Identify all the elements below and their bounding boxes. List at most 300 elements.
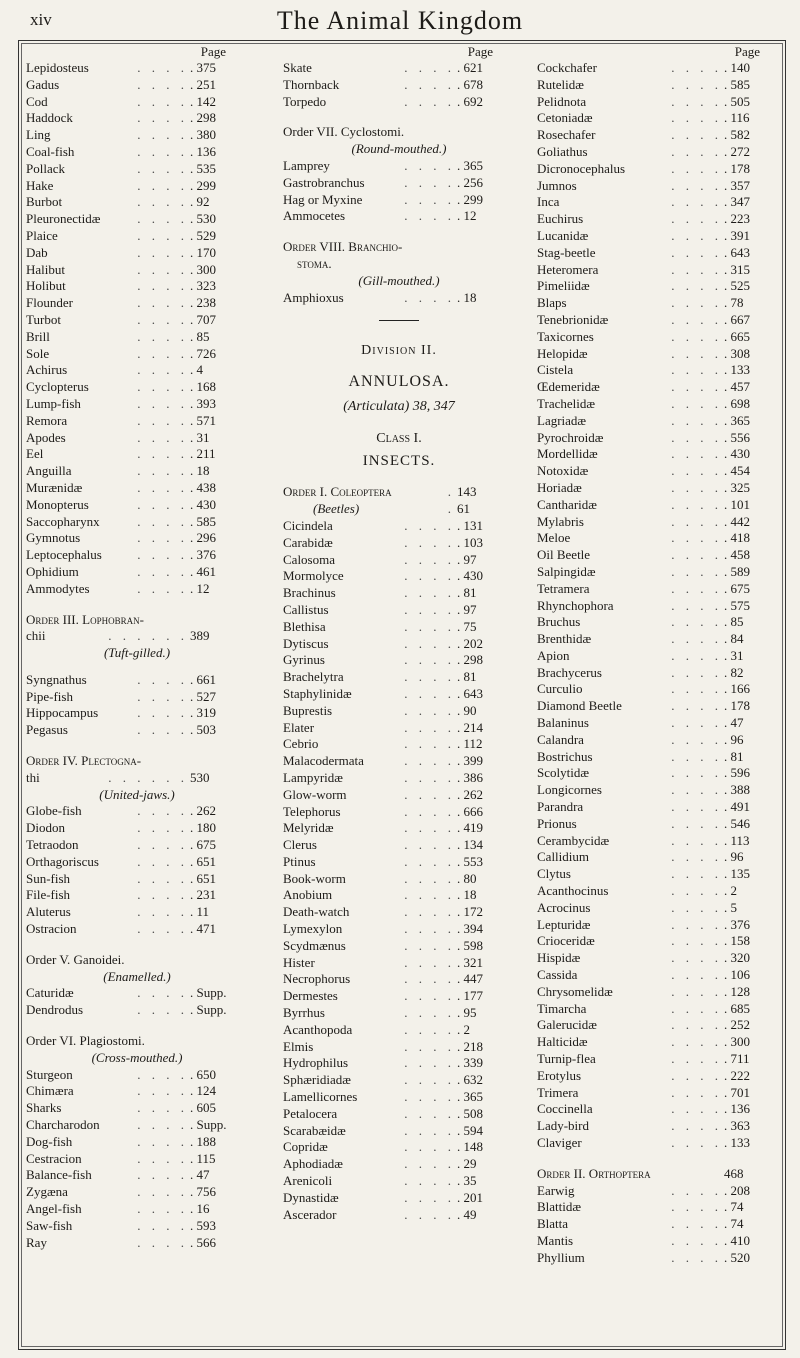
index-entry: Syngnathus . . . . . 661 — [26, 672, 248, 689]
index-entry: Thornback . . . . . 678 — [283, 77, 515, 94]
index-column-1 — [26, 44, 248, 1251]
entry-name: Diamond Beetle — [537, 698, 622, 714]
entry-name: Scolytidæ — [537, 765, 590, 781]
index-entry: Oil Beetle . . . . . 458 — [537, 547, 782, 564]
entry-name: Ray — [26, 1234, 47, 1250]
index-entry: Monopterus . . . . . 430 — [26, 497, 248, 514]
entry-name: Inca — [537, 194, 560, 210]
entry-page: . Supp. — [190, 985, 227, 1001]
index-entry: Timarcha . . . . . 685 — [537, 1001, 782, 1018]
index-entry: Anguilla . . . . . 18 — [26, 463, 248, 480]
entry-page: . 571 — [190, 412, 216, 428]
entry-page: . 133 — [724, 362, 750, 378]
entry-name: Remora — [26, 412, 68, 428]
index-entry: Meloe . . . . . 418 — [537, 530, 782, 547]
order-heading: Order VIII. Branchio- stoma. — [283, 239, 403, 271]
entry-name: Coal-fish — [26, 143, 75, 159]
order-heading: Order III. Lophobran- chii . . . . . . 389 — [26, 611, 210, 644]
entry-page: . 756 — [190, 1184, 216, 1200]
entry-page: . 101 — [724, 496, 750, 512]
entry-name: Calosoma — [283, 551, 335, 567]
entry-page: . 47 — [724, 715, 744, 731]
entry-page: . 520 — [724, 1249, 750, 1265]
entry-name: Angel-fish — [26, 1201, 82, 1216]
entry-page: . 29 — [457, 1156, 477, 1172]
page-number: xiv — [30, 10, 52, 29]
entry-page: . 527 — [190, 688, 216, 704]
page-header — [0, 4, 800, 44]
entry-page: . 357 — [724, 177, 750, 193]
index-entry: Ostracion . . . . . 471 — [26, 921, 248, 938]
index-entry: Anobium . . . . . 18 — [283, 887, 515, 904]
entry-page: . 97 — [457, 551, 477, 567]
entry-list — [537, 60, 782, 1152]
order-subtitle: (Round-mouthed.) — [351, 141, 447, 157]
index-entry: Pipe-fish . . . . . 527 — [26, 689, 248, 706]
index-entry: Rosechafer . . . . . 582 — [537, 127, 782, 144]
index-entry: Lamellicornes . . . . . 365 — [283, 1089, 515, 1106]
entry-name: Cetoniadæ — [537, 110, 593, 126]
index-entry: Dog-fish . . . . . 188 — [26, 1134, 248, 1151]
index-entry: Lampyridæ . . . . . 386 — [283, 770, 515, 787]
entry-page: . 202 — [457, 635, 483, 651]
entry-page: . 252 — [724, 1017, 750, 1033]
entry-page: . 12 — [190, 580, 210, 596]
entry-page: . 75 — [457, 618, 477, 634]
index-entry: Crioceridæ . . . . . 158 — [537, 933, 782, 950]
entry-name: Saw-fish — [26, 1217, 73, 1233]
entry-page: . 201 — [457, 1189, 483, 1205]
entry-page: . 393 — [190, 395, 216, 411]
entry-name: Rosechafer — [537, 127, 596, 143]
index-entry: Pyrochroidæ . . . . . 556 — [537, 430, 782, 447]
entry-page: . 148 — [457, 1139, 483, 1155]
entry-name: Turnip-flea — [537, 1051, 596, 1067]
index-entry: Lagriadæ . . . . . 365 — [537, 413, 782, 430]
entry-list — [26, 60, 248, 598]
entry-page: . Supp. — [190, 1002, 227, 1018]
order-heading: Order IV. Plectogna- thi . . . . . . 530 — [26, 753, 210, 785]
entry-page: . 726 — [190, 345, 216, 361]
entry-list — [26, 1067, 248, 1252]
entry-page: . 300 — [190, 261, 216, 277]
index-entry: Melyridæ . . . . . 419 — [283, 820, 515, 837]
entry-name: Chrysomelidæ — [537, 983, 613, 999]
index-entry: Apion . . . . . 31 — [537, 648, 782, 665]
entry-page: . 461 — [190, 563, 216, 579]
entry-name: Mylabris — [537, 513, 584, 529]
index-entry: Acrocinus . . . . . 5 — [537, 900, 782, 917]
entry-page: . 298 — [457, 652, 483, 668]
entry-page: . 529 — [190, 227, 216, 243]
entry-name: Syngnathus — [26, 671, 87, 687]
entry-page: . 238 — [190, 295, 216, 311]
index-entry: Brachelytra . . . . . 81 — [283, 669, 515, 686]
entry-page: . 643 — [457, 685, 483, 701]
entry-name: Aphodiadæ — [283, 1156, 343, 1172]
index-entry: Tetramera . . . . . 675 — [537, 581, 782, 598]
entry-page: . 16 — [190, 1201, 210, 1216]
entry-page: . 96 — [724, 849, 744, 865]
index-entry: Tenebrionidæ . . . . . 667 — [537, 312, 782, 329]
entry-page: . 321 — [457, 954, 483, 970]
entry-page: . 113 — [724, 832, 750, 848]
entry-name: Cockchafer — [537, 60, 597, 75]
index-entry: Pegasus . . . . . 503 — [26, 722, 248, 739]
entry-name: Timarcha — [537, 1000, 587, 1016]
entry-list — [283, 158, 515, 225]
entry-page: . 80 — [457, 870, 477, 886]
entry-name: Staphylinidæ — [283, 685, 352, 701]
entry-page: . 172 — [457, 904, 483, 920]
entry-page: . 18 — [457, 289, 477, 305]
entry-page: . 585 — [190, 513, 216, 529]
entry-name: Cassida — [537, 967, 578, 983]
entry-page: . 535 — [190, 160, 216, 176]
index-entry: Buprestis . . . . . 90 — [283, 703, 515, 720]
index-entry: Euchirus . . . . . 223 — [537, 211, 782, 228]
entry-name: Dermestes — [283, 988, 338, 1004]
entry-name: Stag-beetle — [537, 244, 596, 260]
index-entry: Cassida . . . . . 106 — [537, 967, 782, 984]
entry-name: Helopidæ — [537, 345, 588, 361]
entry-name: Dendrodus — [26, 1002, 84, 1018]
index-entry: Sun-fish . . . . . 651 — [26, 871, 248, 888]
entry-page: . 81 — [457, 669, 477, 685]
index-entry: Saw-fish . . . . . 593 — [26, 1218, 248, 1235]
index-entry: Pollack . . . . . 535 — [26, 161, 248, 178]
index-entry: Brachycerus . . . . . 82 — [537, 665, 782, 682]
entry-name: Apodes — [26, 429, 66, 445]
entry-name: Calandra — [537, 731, 584, 747]
index-entry: Chimæra . . . . . 124 — [26, 1083, 248, 1100]
entry-name: Rutelidæ — [537, 76, 584, 92]
index-entry: Remora . . . . . 571 — [26, 413, 248, 430]
entry-page: . 320 — [724, 950, 750, 966]
entry-page: . 299 — [190, 177, 216, 193]
entry-name: Achirus — [26, 362, 68, 378]
index-entry: Halticidæ . . . . . 300 — [537, 1034, 782, 1051]
entry-page: . 430 — [457, 568, 483, 584]
index-entry: Ptinus . . . . . 553 — [283, 854, 515, 871]
entry-page: . 546 — [724, 815, 750, 831]
entry-name: Clerus — [283, 837, 317, 853]
entry-name: Charcharodon — [26, 1117, 100, 1133]
entry-page: . 96 — [724, 731, 744, 747]
entry-page: . 418 — [724, 530, 750, 546]
entry-name: Byrrhus — [283, 1005, 325, 1021]
entry-page: . 447 — [457, 971, 483, 987]
index-entry: Cyclopterus . . . . . 168 — [26, 379, 248, 396]
entry-page: . 211 — [190, 446, 216, 462]
index-entry: Haddock . . . . . 298 — [26, 110, 248, 127]
entry-page: . 5 — [724, 899, 737, 915]
entry-name: Ammodytes — [26, 580, 90, 596]
index-entry: Hag or Myxine . . . . . 299 — [283, 192, 515, 209]
entry-page: . 296 — [190, 530, 216, 546]
entry-name: Orthagoriscus — [26, 853, 99, 869]
index-entry: Mylabris . . . . . 442 — [537, 514, 782, 531]
entry-name: Claviger — [537, 1135, 582, 1150]
entry-name: Crioceridæ — [537, 933, 595, 949]
index-entry: Scydmænus . . . . . 598 — [283, 938, 515, 955]
index-entry: Necrophorus . . . . . 447 — [283, 971, 515, 988]
index-entry: Sturgeon . . . . . 650 — [26, 1067, 248, 1084]
entry-name: Gymnotus — [26, 530, 81, 546]
index-entry: Dytiscus . . . . . 202 — [283, 636, 515, 653]
entry-name: Diodon — [26, 820, 65, 836]
entry-name: Arenicoli — [283, 1173, 333, 1189]
entry-page: . 508 — [457, 1105, 483, 1121]
index-entry: Byrrhus . . . . . 95 — [283, 1005, 515, 1022]
entry-page: . 124 — [190, 1083, 216, 1099]
index-entry: Burbot . . . . . 92 — [26, 194, 248, 211]
entry-name: Lady-bird — [537, 1118, 589, 1134]
entry-page: . 678 — [457, 76, 483, 92]
index-entry: Eel . . . . . 211 — [26, 446, 248, 463]
entry-page: . 458 — [724, 547, 750, 563]
index-entry: Balance-fish . . . . . 47 — [26, 1167, 248, 1184]
entry-page: . 85 — [190, 328, 210, 344]
entry-name: Sphæridiadæ — [283, 1072, 351, 1088]
entry-name: Lymexylon — [283, 921, 343, 937]
order-heading: Order V. Ganoidei. — [26, 951, 125, 967]
entry-name: Ling — [26, 127, 51, 143]
entry-name: Monopterus — [26, 496, 89, 512]
entry-name: Cestracion — [26, 1150, 82, 1166]
index-entry: Goliathus . . . . . 272 — [537, 144, 782, 161]
entry-name: Goliathus — [537, 143, 588, 159]
entry-page: . 666 — [457, 803, 483, 819]
entry-list — [537, 1183, 782, 1267]
index-entry: Leptocephalus . . . . . 376 — [26, 547, 248, 564]
entry-page: . 388 — [724, 782, 750, 798]
index-entry: Lady-bird . . . . . 363 — [537, 1118, 782, 1135]
entry-name: Salpingidæ — [537, 563, 596, 579]
entry-name: Flounder — [26, 295, 73, 311]
index-entry: Torpedo . . . . . 692 — [283, 94, 515, 111]
index-entry: Coal-fish . . . . . 136 — [26, 144, 248, 161]
entry-name: Amphioxus — [283, 289, 344, 305]
entry-list — [283, 60, 515, 110]
entry-page: . 698 — [724, 395, 750, 411]
entry-page: . 2 — [457, 1021, 470, 1037]
entry-page: . 585 — [724, 76, 750, 92]
entry-name: Cantharidæ — [537, 496, 597, 512]
entry-page: . 92 — [190, 194, 210, 210]
index-entry: Angel-fish . . . . . 16 — [26, 1201, 248, 1218]
index-entry: Œdemeridæ . . . . . 457 — [537, 379, 782, 396]
index-entry: Charcharodon . . . . . Supp. — [26, 1117, 248, 1134]
order-subtitle: (Tuft-gilled.) — [103, 645, 171, 661]
entry-page: . 376 — [190, 547, 216, 563]
entry-name: Erotylus — [537, 1067, 582, 1083]
entry-page: . 84 — [724, 631, 744, 647]
index-entry: Prionus . . . . . 546 — [537, 816, 782, 833]
entry-name: Cebrio — [283, 736, 319, 752]
index-entry: Lucanidæ . . . . . 391 — [537, 228, 782, 245]
entry-page: . 158 — [724, 933, 750, 949]
entry-name: Parandra — [537, 799, 584, 815]
entry-name: Acrocinus — [537, 899, 591, 915]
entry-page: . 376 — [724, 916, 750, 932]
entry-name: Burbot — [26, 194, 63, 210]
division-subtitle: (Articulata) 38, 347 — [343, 399, 455, 415]
index-entry: Balaninus . . . . . 47 — [537, 715, 782, 732]
entry-name: Galerucidæ — [537, 1017, 597, 1033]
index-entry: Lamprey . . . . . 365 — [283, 158, 515, 175]
entry-page: . 178 — [724, 698, 750, 714]
entry-list — [26, 985, 248, 1019]
index-entry: Pelidnota . . . . . 505 — [537, 94, 782, 111]
entry-name: Mormolyce — [283, 568, 344, 584]
index-entry: Hispidæ . . . . . 320 — [537, 950, 782, 967]
entry-name: Lucanidæ — [537, 227, 589, 243]
entry-name: Lump-fish — [26, 395, 81, 411]
entry-name: Torpedo — [283, 93, 327, 109]
entry-name: Skate — [283, 60, 312, 75]
index-entry: Malacodermata . . . . . 399 — [283, 753, 515, 770]
index-entry: Aluterus . . . . . 11 — [26, 904, 248, 921]
entry-name: Lagriadæ — [537, 412, 587, 428]
entry-page: . 375 — [190, 60, 216, 75]
index-entry: Lump-fish . . . . . 393 — [26, 396, 248, 413]
entry-page: . 430 — [190, 496, 216, 512]
entry-page: . 11 — [190, 904, 210, 920]
entry-page: . 166 — [724, 681, 750, 697]
entry-page: . 231 — [190, 887, 216, 903]
entry-name: Sharks — [26, 1100, 62, 1116]
index-entry: Mordellidæ . . . . . 430 — [537, 446, 782, 463]
entry-page: . 454 — [724, 463, 750, 479]
entry-name: Anguilla — [26, 463, 72, 479]
entry-name: Hag or Myxine — [283, 191, 363, 207]
entry-page: . 134 — [457, 837, 483, 853]
entry-page: . 593 — [190, 1217, 216, 1233]
entry-name: Phyllium — [537, 1249, 585, 1265]
entry-name: Holibut — [26, 278, 66, 294]
entry-page: . 594 — [457, 1122, 483, 1138]
entry-name: Curculio — [537, 681, 583, 697]
entry-page: . 692 — [457, 93, 483, 109]
index-entry: Caturidæ . . . . . Supp. — [26, 985, 248, 1002]
entry-page: . 272 — [724, 143, 750, 159]
entry-page: . 131 — [457, 517, 483, 533]
entry-name: Petalocera — [283, 1105, 338, 1121]
index-entry: Chrysomelidæ . . . . . 128 — [537, 984, 782, 1001]
division-heading: Division II. — [361, 343, 437, 359]
entry-name: Œdemeridæ — [537, 379, 600, 395]
entry-name: Saccopharynx — [26, 513, 100, 529]
entry-page: . 90 — [457, 702, 477, 718]
index-entry: Murænidæ . . . . . 438 — [26, 480, 248, 497]
index-entry: Diamond Beetle . . . . . 178 — [537, 698, 782, 715]
index-entry: Copridæ . . . . . 148 — [283, 1139, 515, 1156]
entry-name: Tetraodon — [26, 837, 79, 853]
entry-name: Acanthopoda — [283, 1021, 353, 1037]
index-entry: Phyllium . . . . . 520 — [537, 1250, 782, 1267]
entry-name: Cyclopterus — [26, 379, 89, 395]
entry-name: Scydmænus — [283, 937, 346, 953]
entry-name: Meloe — [537, 530, 571, 546]
entry-name: Dab — [26, 244, 48, 260]
entry-name: Turbot — [26, 311, 61, 327]
index-entry: Dicronocephalus . . . . . 178 — [537, 161, 782, 178]
entry-page: . 430 — [724, 446, 750, 462]
index-entry: Saccopharynx . . . . . 585 — [26, 514, 248, 531]
entry-page: . 85 — [724, 614, 744, 630]
entry-page: . 701 — [724, 1084, 750, 1100]
index-entry: Book-worm . . . . . 80 — [283, 871, 515, 888]
entry-name: Brill — [26, 328, 50, 344]
index-entry: Mormolyce . . . . . 430 — [283, 568, 515, 585]
entry-name: Prionus — [537, 815, 577, 831]
entry-page: . 178 — [724, 160, 750, 176]
entry-name: Coccinella — [537, 1101, 593, 1117]
index-entry: Ling . . . . . 380 — [26, 127, 248, 144]
entry-list — [283, 518, 515, 1223]
index-entry: Elmis . . . . . 218 — [283, 1039, 515, 1056]
index-entry: Ammocetes . . . . . 12 — [283, 208, 515, 225]
index-entry: Turbot . . . . . 707 — [26, 312, 248, 329]
index-entry: Zygæna . . . . . 756 — [26, 1184, 248, 1201]
entry-name: Tenebrionidæ — [537, 311, 609, 327]
entry-page: . 97 — [457, 601, 477, 617]
entry-page: . 103 — [457, 534, 483, 550]
entry-name: Ostracion — [26, 921, 77, 937]
index-entry: Scarabæidæ . . . . . 594 — [283, 1123, 515, 1140]
index-entry: Pleuronectidæ . . . . . 530 — [26, 211, 248, 228]
index-entry: Trachelidæ . . . . . 698 — [537, 396, 782, 413]
index-entry: Gadus . . . . . 251 — [26, 77, 248, 94]
entry-page: . 582 — [724, 127, 750, 143]
entry-name: Callidium — [537, 849, 589, 865]
entry-name: Ophidium — [26, 563, 79, 579]
index-entry: Mantis . . . . . 410 — [537, 1233, 782, 1250]
index-entry: Dendrodus . . . . . Supp. — [26, 1002, 248, 1019]
index-entry: Petalocera . . . . . 508 — [283, 1106, 515, 1123]
entry-list — [26, 672, 248, 739]
entry-page: . 365 — [724, 412, 750, 428]
index-entry: Clerus . . . . . 134 — [283, 837, 515, 854]
entry-page: . 106 — [724, 967, 750, 983]
index-entry: Curculio . . . . . 166 — [537, 681, 782, 698]
index-entry: Salpingidæ . . . . . 589 — [537, 564, 782, 581]
entry-page: . 74 — [724, 1199, 744, 1215]
entry-name: Dynastidæ — [283, 1189, 339, 1205]
entry-page: . 12 — [457, 208, 477, 224]
index-entry: Globe-fish . . . . . 262 — [26, 803, 248, 820]
entry-page: . 575 — [724, 597, 750, 613]
entry-page: . 399 — [457, 753, 483, 769]
entry-name: Death-watch — [283, 904, 350, 920]
entry-name: Lamprey — [283, 157, 330, 173]
entry-name: Plaice — [26, 227, 58, 243]
entry-name: Caturidæ — [26, 985, 74, 1001]
entry-page: . 566 — [190, 1234, 216, 1250]
index-entry: Diodon . . . . . 180 — [26, 820, 248, 837]
index-entry: Lepturidæ . . . . . 376 — [537, 917, 782, 934]
index-entry: File-fish . . . . . 231 — [26, 887, 248, 904]
entry-page: . 214 — [457, 719, 483, 735]
entry-name: Chimæra — [26, 1083, 74, 1099]
index-entry: Notoxidæ . . . . . 454 — [537, 463, 782, 480]
entry-name: Globe-fish — [26, 803, 82, 819]
index-entry: Aphodiadæ . . . . . 29 — [283, 1156, 515, 1173]
entry-page: . 218 — [457, 1038, 483, 1054]
index-entry: Horiadæ . . . . . 325 — [537, 480, 782, 497]
index-entry: Calosoma . . . . . 97 — [283, 552, 515, 569]
